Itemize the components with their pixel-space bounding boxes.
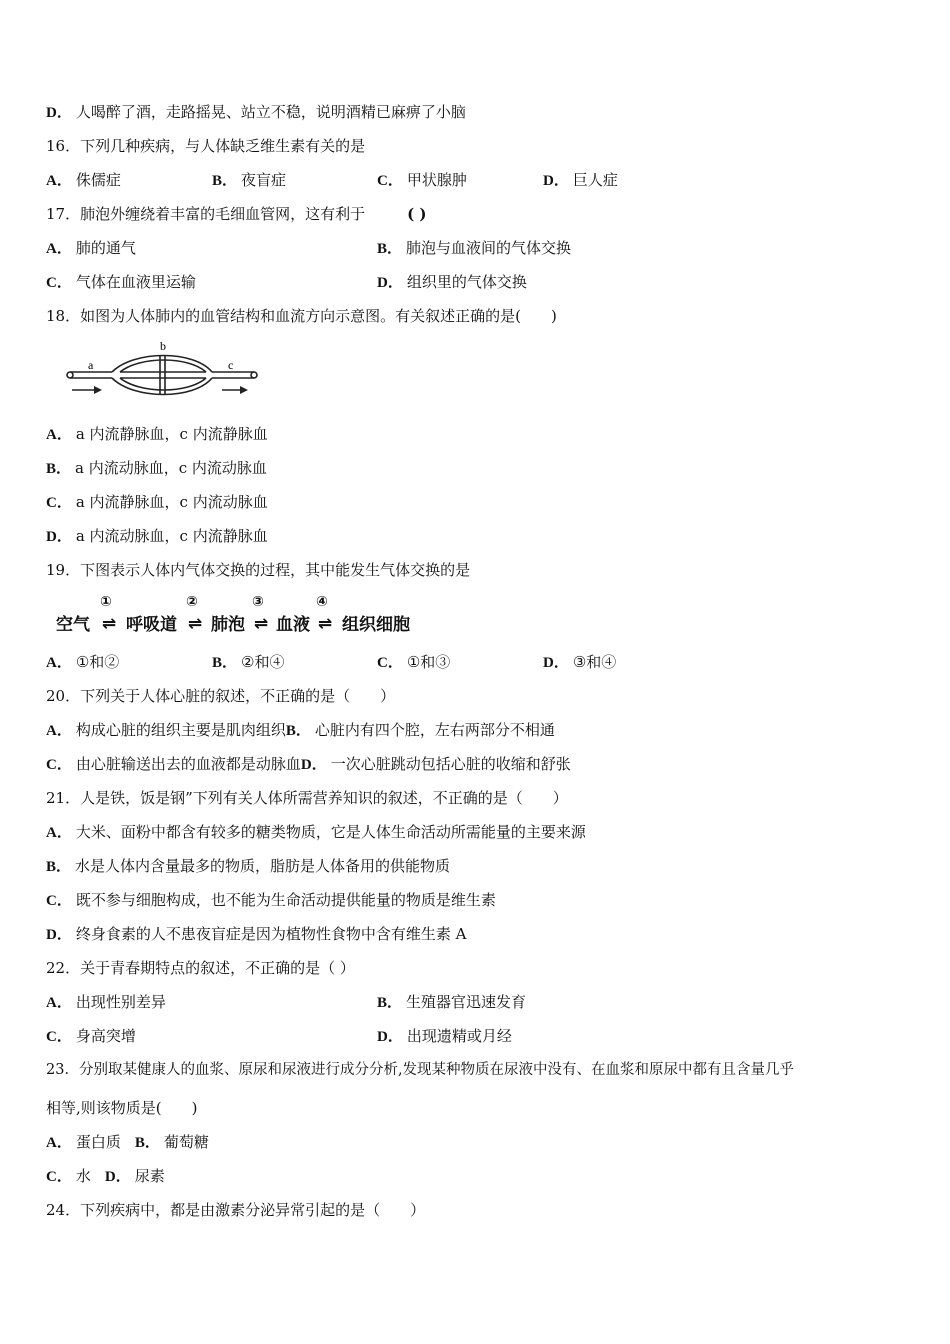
option-label: A． <box>46 427 72 443</box>
q21-option-c <box>46 890 496 911</box>
q17-option-a <box>46 238 136 259</box>
q18-stem: 18．如图为人体肺内的血管结构和血流方向示意图。有关叙述正确的是( ) <box>46 307 557 325</box>
step-1: ① <box>100 594 112 610</box>
option-text: 身高突增 <box>75 1027 136 1045</box>
option-text: ②和④ <box>241 653 285 671</box>
q22-option-a <box>46 992 166 1013</box>
q24-stem: 24．下列疾病中，都是由激素分泌异常引起的是（ ） <box>46 1201 426 1219</box>
option-text: 大米、面粉中都含有较多的糖类物质，它是人体生命活动所需能量的主要来源 <box>75 823 586 841</box>
q16-stem: 16．下列几种疾病，与人体缺乏维生素有关的是 <box>46 137 366 155</box>
option-label: B． <box>212 655 238 671</box>
blood-vessel-diagram <box>64 338 264 406</box>
option-label: C． <box>377 173 403 189</box>
option-label: C． <box>46 1169 72 1185</box>
option-text: 夜盲症 <box>241 171 287 189</box>
node-blood: 血液 <box>276 615 310 635</box>
option-text: ①和③ <box>406 653 451 671</box>
option-text: 组织里的气体交换 <box>406 273 527 291</box>
option-label: C． <box>46 757 72 773</box>
option-label: C． <box>46 893 72 909</box>
option-text: 出现遗精或月经 <box>406 1027 512 1045</box>
option-text: 水是人体内含量最多的物质，脂肪是人体备用的供能物质 <box>75 857 451 875</box>
option-text: 既不参与细胞构成，也不能为生命活动提供能量的物质是维生素 <box>75 891 496 909</box>
label-a: a <box>88 358 94 372</box>
q19-option-d <box>543 652 616 673</box>
q21-option-b <box>46 856 450 877</box>
option-label: D． <box>104 1169 131 1185</box>
option-label: A． <box>46 825 72 841</box>
q22-option-b <box>377 992 526 1013</box>
node-air: 空气 <box>56 615 90 635</box>
option-text: 心脏内有四个腔，左右两部分不相通 <box>314 721 555 739</box>
option-label: B． <box>285 723 311 739</box>
q17-stem <box>46 204 427 224</box>
q23-stem-line-2: 相等,则该物质是( ) <box>46 1099 198 1117</box>
option-label: B． <box>377 995 403 1011</box>
option-text: 生殖器官迅速发育 <box>406 993 527 1011</box>
q22-option-d <box>377 1026 512 1047</box>
option-text: 气体在血液里运输 <box>75 273 196 291</box>
reversible-arrow-icon: ⇌ <box>317 614 333 634</box>
q18-option-d <box>46 526 268 547</box>
option-text: a 内流动脉血，c 内流静脉血 <box>75 527 268 545</box>
q23-options-cd <box>46 1166 165 1187</box>
q20-options-cd <box>46 754 571 775</box>
option-label: D． <box>377 1029 403 1045</box>
option-text: 巨人症 <box>572 171 618 189</box>
gas-exchange-flow-diagram <box>56 596 416 636</box>
option-text: 由心脏输送出去的血液都是动脉血 <box>75 755 301 773</box>
q19-stem: 19．下图表示人体内气体交换的过程，其中能发生气体交换的是 <box>46 561 471 579</box>
q18-option-a <box>46 424 268 445</box>
option-label: C． <box>46 1029 72 1045</box>
option-label: D． <box>377 275 403 291</box>
option-text: 蛋白质 <box>75 1133 121 1151</box>
option-label: C． <box>46 275 72 291</box>
option-label: A． <box>46 173 72 189</box>
step-4: ④ <box>316 594 328 610</box>
option-label: D． <box>46 105 72 121</box>
option-label: A． <box>46 723 72 739</box>
option-label: A． <box>46 995 72 1011</box>
q20-stem: 20．下列关于人体心脏的叙述，不正确的是（ ） <box>46 687 396 705</box>
node-tissue-cells: 组织细胞 <box>342 615 410 635</box>
answer-bracket: ( ) <box>407 205 427 223</box>
label-b: b <box>160 339 166 353</box>
q19-option-a <box>46 652 119 673</box>
q17-option-c <box>46 272 196 293</box>
reversible-arrow-icon: ⇌ <box>253 614 269 634</box>
q21-option-a <box>46 822 586 843</box>
label-c: c <box>228 358 234 372</box>
option-text: ①和② <box>75 653 120 671</box>
option-text: 侏儒症 <box>75 171 121 189</box>
q16-option-a <box>46 170 121 191</box>
option-text: 一次心脏跳动包括心脏的收缩和舒张 <box>330 755 571 773</box>
option-text: a 内流静脉血，c 内流动脉血 <box>75 493 268 511</box>
option-label: B． <box>46 859 72 875</box>
option-label: D． <box>46 927 72 943</box>
option-text: 人喝醉了酒，走路摇晃、站立不稳，说明酒精已麻痹了小脑 <box>75 103 466 121</box>
option-text: a 内流动脉血，c 内流动脉血 <box>75 459 267 477</box>
option-label: A． <box>46 241 72 257</box>
q21-stem: 21．人是铁，饭是钢”下列有关人体所需营养知识的叙述，不正确的是（ ） <box>46 789 568 807</box>
option-label: D． <box>543 655 569 671</box>
step-2: ② <box>186 594 198 610</box>
q16-option-b <box>212 170 286 191</box>
option-text: 尿素 <box>134 1167 165 1185</box>
option-text: 出现性别差异 <box>75 993 166 1011</box>
option-text: 构成心脏的组织主要是肌肉组织 <box>75 721 286 739</box>
q23-options-ab <box>46 1132 209 1153</box>
option-label: B． <box>46 461 72 477</box>
q19-option-b <box>212 652 284 673</box>
stem-text: 17．肺泡外缠绕着丰富的毛细血管网，这有利于 <box>46 205 366 223</box>
q15-option-d <box>46 102 466 123</box>
node-alveoli: 肺泡 <box>211 615 245 635</box>
q22-option-c <box>46 1026 136 1047</box>
option-text: 终身食素的人不患夜盲症是因为植物性食物中含有维生素 A <box>75 925 467 943</box>
option-text: ③和④ <box>572 653 617 671</box>
option-text: a 内流静脉血，c 内流静脉血 <box>75 425 268 443</box>
option-label: A． <box>46 1135 72 1151</box>
q18-option-c <box>46 492 268 513</box>
node-airway: 呼吸道 <box>126 615 177 635</box>
q17-option-d <box>377 272 527 293</box>
option-label: D． <box>46 529 72 545</box>
option-label: B． <box>134 1135 160 1151</box>
q21-option-d <box>46 924 466 945</box>
q18-option-b <box>46 458 267 479</box>
q17-option-b <box>377 238 571 259</box>
option-label: C． <box>46 495 72 511</box>
option-label: A． <box>46 655 72 671</box>
option-text: 肺泡与血液间的气体交换 <box>406 239 572 257</box>
option-label: C． <box>377 655 403 671</box>
option-text: 肺的通气 <box>75 239 136 257</box>
option-label: B． <box>212 173 238 189</box>
option-label: B． <box>377 241 403 257</box>
option-label: D． <box>543 173 569 189</box>
option-text: 水 <box>75 1167 91 1185</box>
q19-option-c <box>377 652 450 673</box>
option-label: D． <box>300 757 327 773</box>
option-text: 甲状腺肿 <box>406 171 467 189</box>
q16-option-c <box>377 170 467 191</box>
step-3: ③ <box>252 594 264 610</box>
option-text: 葡萄糖 <box>163 1133 209 1151</box>
q20-options-ab <box>46 720 555 741</box>
q22-stem: 22．关于青春期特点的叙述，不正确的是（ ） <box>46 959 355 977</box>
reversible-arrow-icon: ⇌ <box>101 614 117 634</box>
q16-option-d <box>543 170 618 191</box>
q23-stem-line-1: 23．分别取某健康人的血浆、原尿和尿液进行成分分析,发现某种物质在尿液中没有、在血浆和原尿中都有且含量几乎 <box>46 1062 795 1078</box>
reversible-arrow-icon: ⇌ <box>187 614 203 634</box>
